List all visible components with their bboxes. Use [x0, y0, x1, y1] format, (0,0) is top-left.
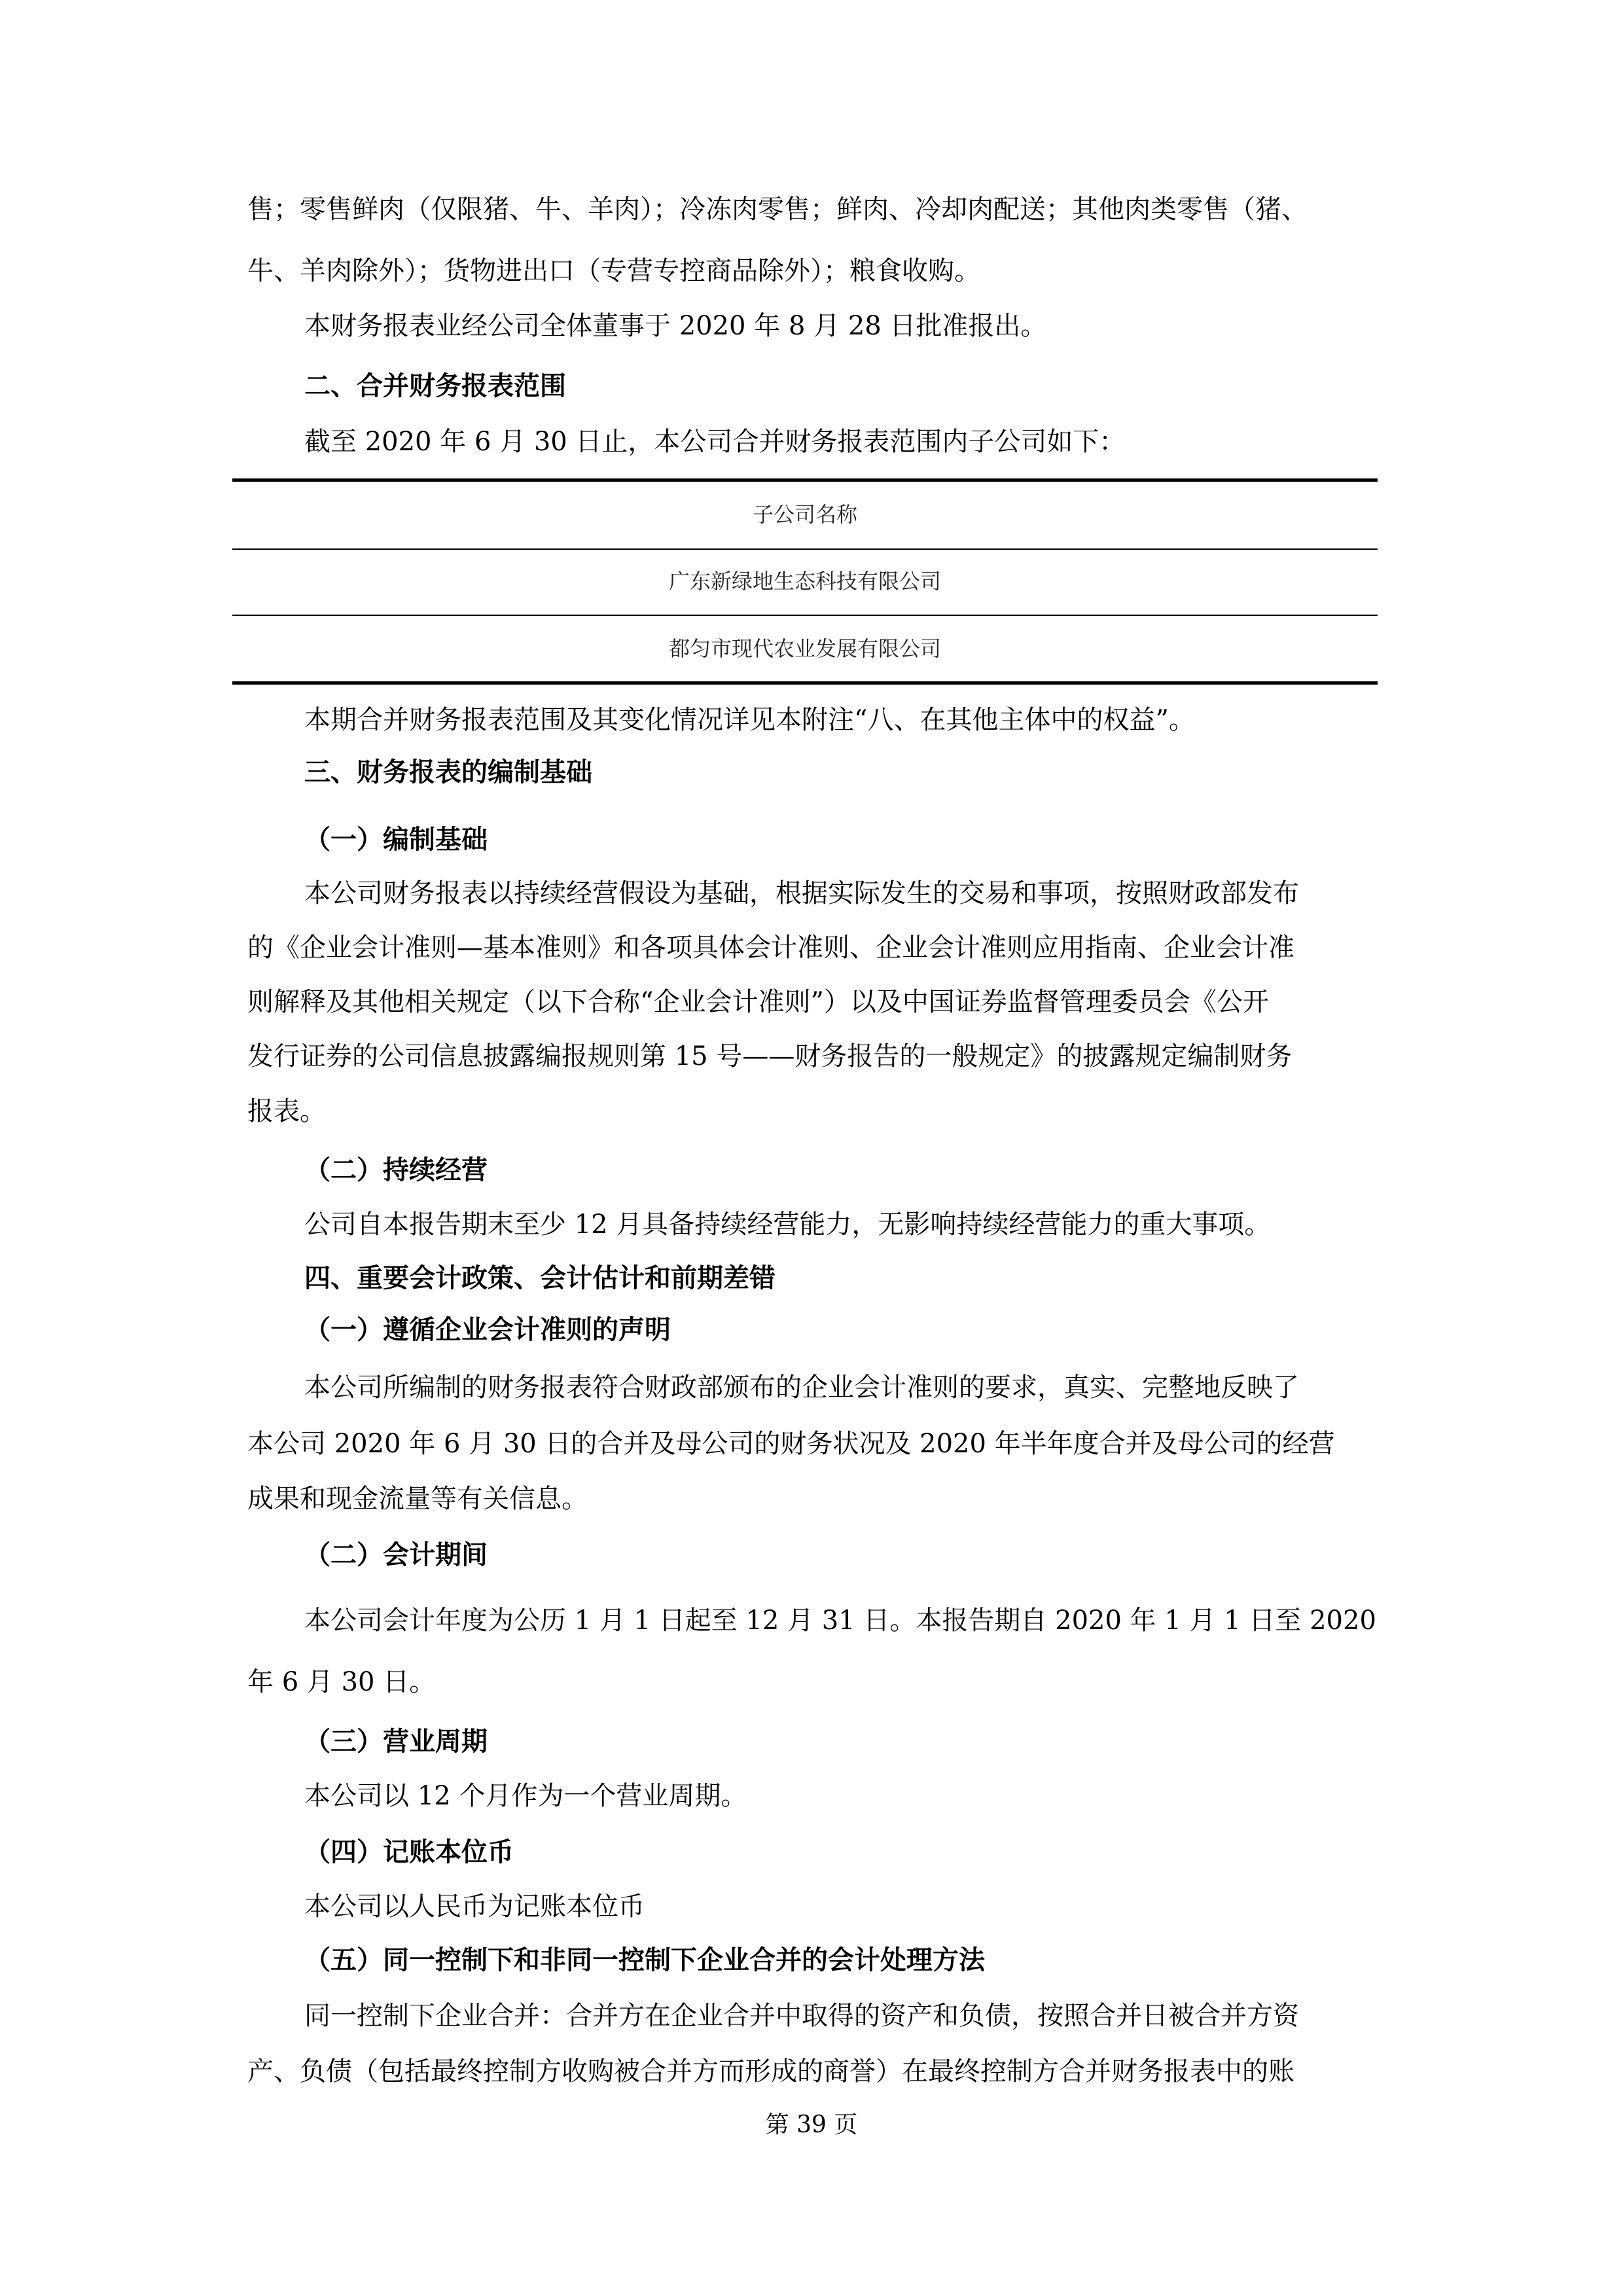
- table-bottom-rule: [232, 681, 1378, 685]
- section-heading: 二、合并财务报表范围: [304, 371, 566, 401]
- body-line: 本公司财务报表以持续经营假设为基础，根据实际发生的交易和事项，按照财政部发布: [304, 878, 1299, 908]
- subsection-heading: （四）记账本位币: [304, 1837, 514, 1867]
- body-line: 发行证券的公司信息披露编报规则第 15 号——财务报告的一般规定》的披露规定编制财务: [247, 1041, 1293, 1071]
- page-number: 第 39 页: [765, 2111, 858, 2138]
- subsection-heading: （五）同一控制下和非同一控制下企业合并的会计处理方法: [304, 1945, 985, 1975]
- body-line: 本公司会计年度为公历 1 月 1 日起至 12 月 31 日。本报告期自 2020 年 1 月 1 日至 2020: [304, 1605, 1376, 1636]
- body-line: 本公司以 12 个月作为一个营业周期。: [304, 1781, 747, 1811]
- body-line: 本期合并财务报表范围及其变化情况详见本附注“八、在其他主体中的权益”。: [304, 705, 1195, 735]
- table-rule: [232, 615, 1378, 616]
- body-line: 售；零售鲜肉（仅限猪、牛、羊肉）；冷冻肉零售；鲜肉、冷却肉配送；其他肉类零售（猪、: [247, 194, 1308, 224]
- subsection-heading: （一）编制基础: [304, 825, 488, 855]
- body-line: 产、负债（包括最终控制方收购被合并方而形成的商誉）在最终控制方合并财务报表中的账: [247, 2056, 1294, 2087]
- table-top-rule: [232, 478, 1378, 482]
- table-row: 广东新绿地生态科技有限公司: [668, 569, 941, 594]
- body-line: 年 6 月 30 日。: [247, 1667, 436, 1697]
- table-row: 都匀市现代农业发展有限公司: [668, 636, 941, 661]
- subsection-heading: （二）会计期间: [304, 1540, 488, 1570]
- body-line: 本公司所编制的财务报表符合财政部颁布的企业会计准则的要求，真实、完整地反映了: [304, 1372, 1299, 1403]
- section-heading: 四、重要会计政策、会计估计和前期差错: [304, 1263, 776, 1293]
- table-rule: [232, 548, 1378, 550]
- body-line: 则解释及其他相关规定（以下合称“企业会计准则”）以及中国证券监督管理委员会《公开: [247, 987, 1269, 1017]
- body-line: 截至 2020 年 6 月 30 日止，本公司合并财务报表范围内子公司如下：: [304, 427, 1126, 457]
- body-line: 本财务报表业经公司全体董事于 2020 年 8 月 28 日批准报出。: [304, 311, 1047, 341]
- body-line: 公司自本报告期末至少 12 月具备持续经营能力，无影响持续经营能力的重大事项。: [304, 1210, 1271, 1240]
- body-line: 本公司 2020 年 6 月 30 日的合并及母公司的财务状况及 2020 年半年度合并及母公司的经营: [247, 1429, 1335, 1459]
- table-header: 子公司名称: [752, 502, 857, 527]
- subsection-heading: （三）营业周期: [304, 1727, 488, 1757]
- body-line: 成果和现金流量等有关信息。: [247, 1484, 588, 1514]
- subsection-heading: （二）持续经营: [304, 1155, 488, 1185]
- section-heading: 三、财务报表的编制基础: [304, 757, 592, 787]
- body-line: 牛、羊肉除外）；货物进出口（专营专控商品除外）；粮食收购。: [247, 256, 980, 286]
- body-line: 报表。: [247, 1096, 326, 1126]
- body-line: 的《企业会计准则—基本准则》和各项具体会计准则、企业会计准则应用指南、企业会计准: [247, 933, 1294, 963]
- body-line: 同一控制下企业合并：合并方在企业合并中取得的资产和负债，按照合并日被合并方资: [304, 2001, 1299, 2031]
- body-line: 本公司以人民币为记账本位币: [304, 1892, 645, 1922]
- subsection-heading: （一）遵循企业会计准则的声明: [304, 1315, 671, 1345]
